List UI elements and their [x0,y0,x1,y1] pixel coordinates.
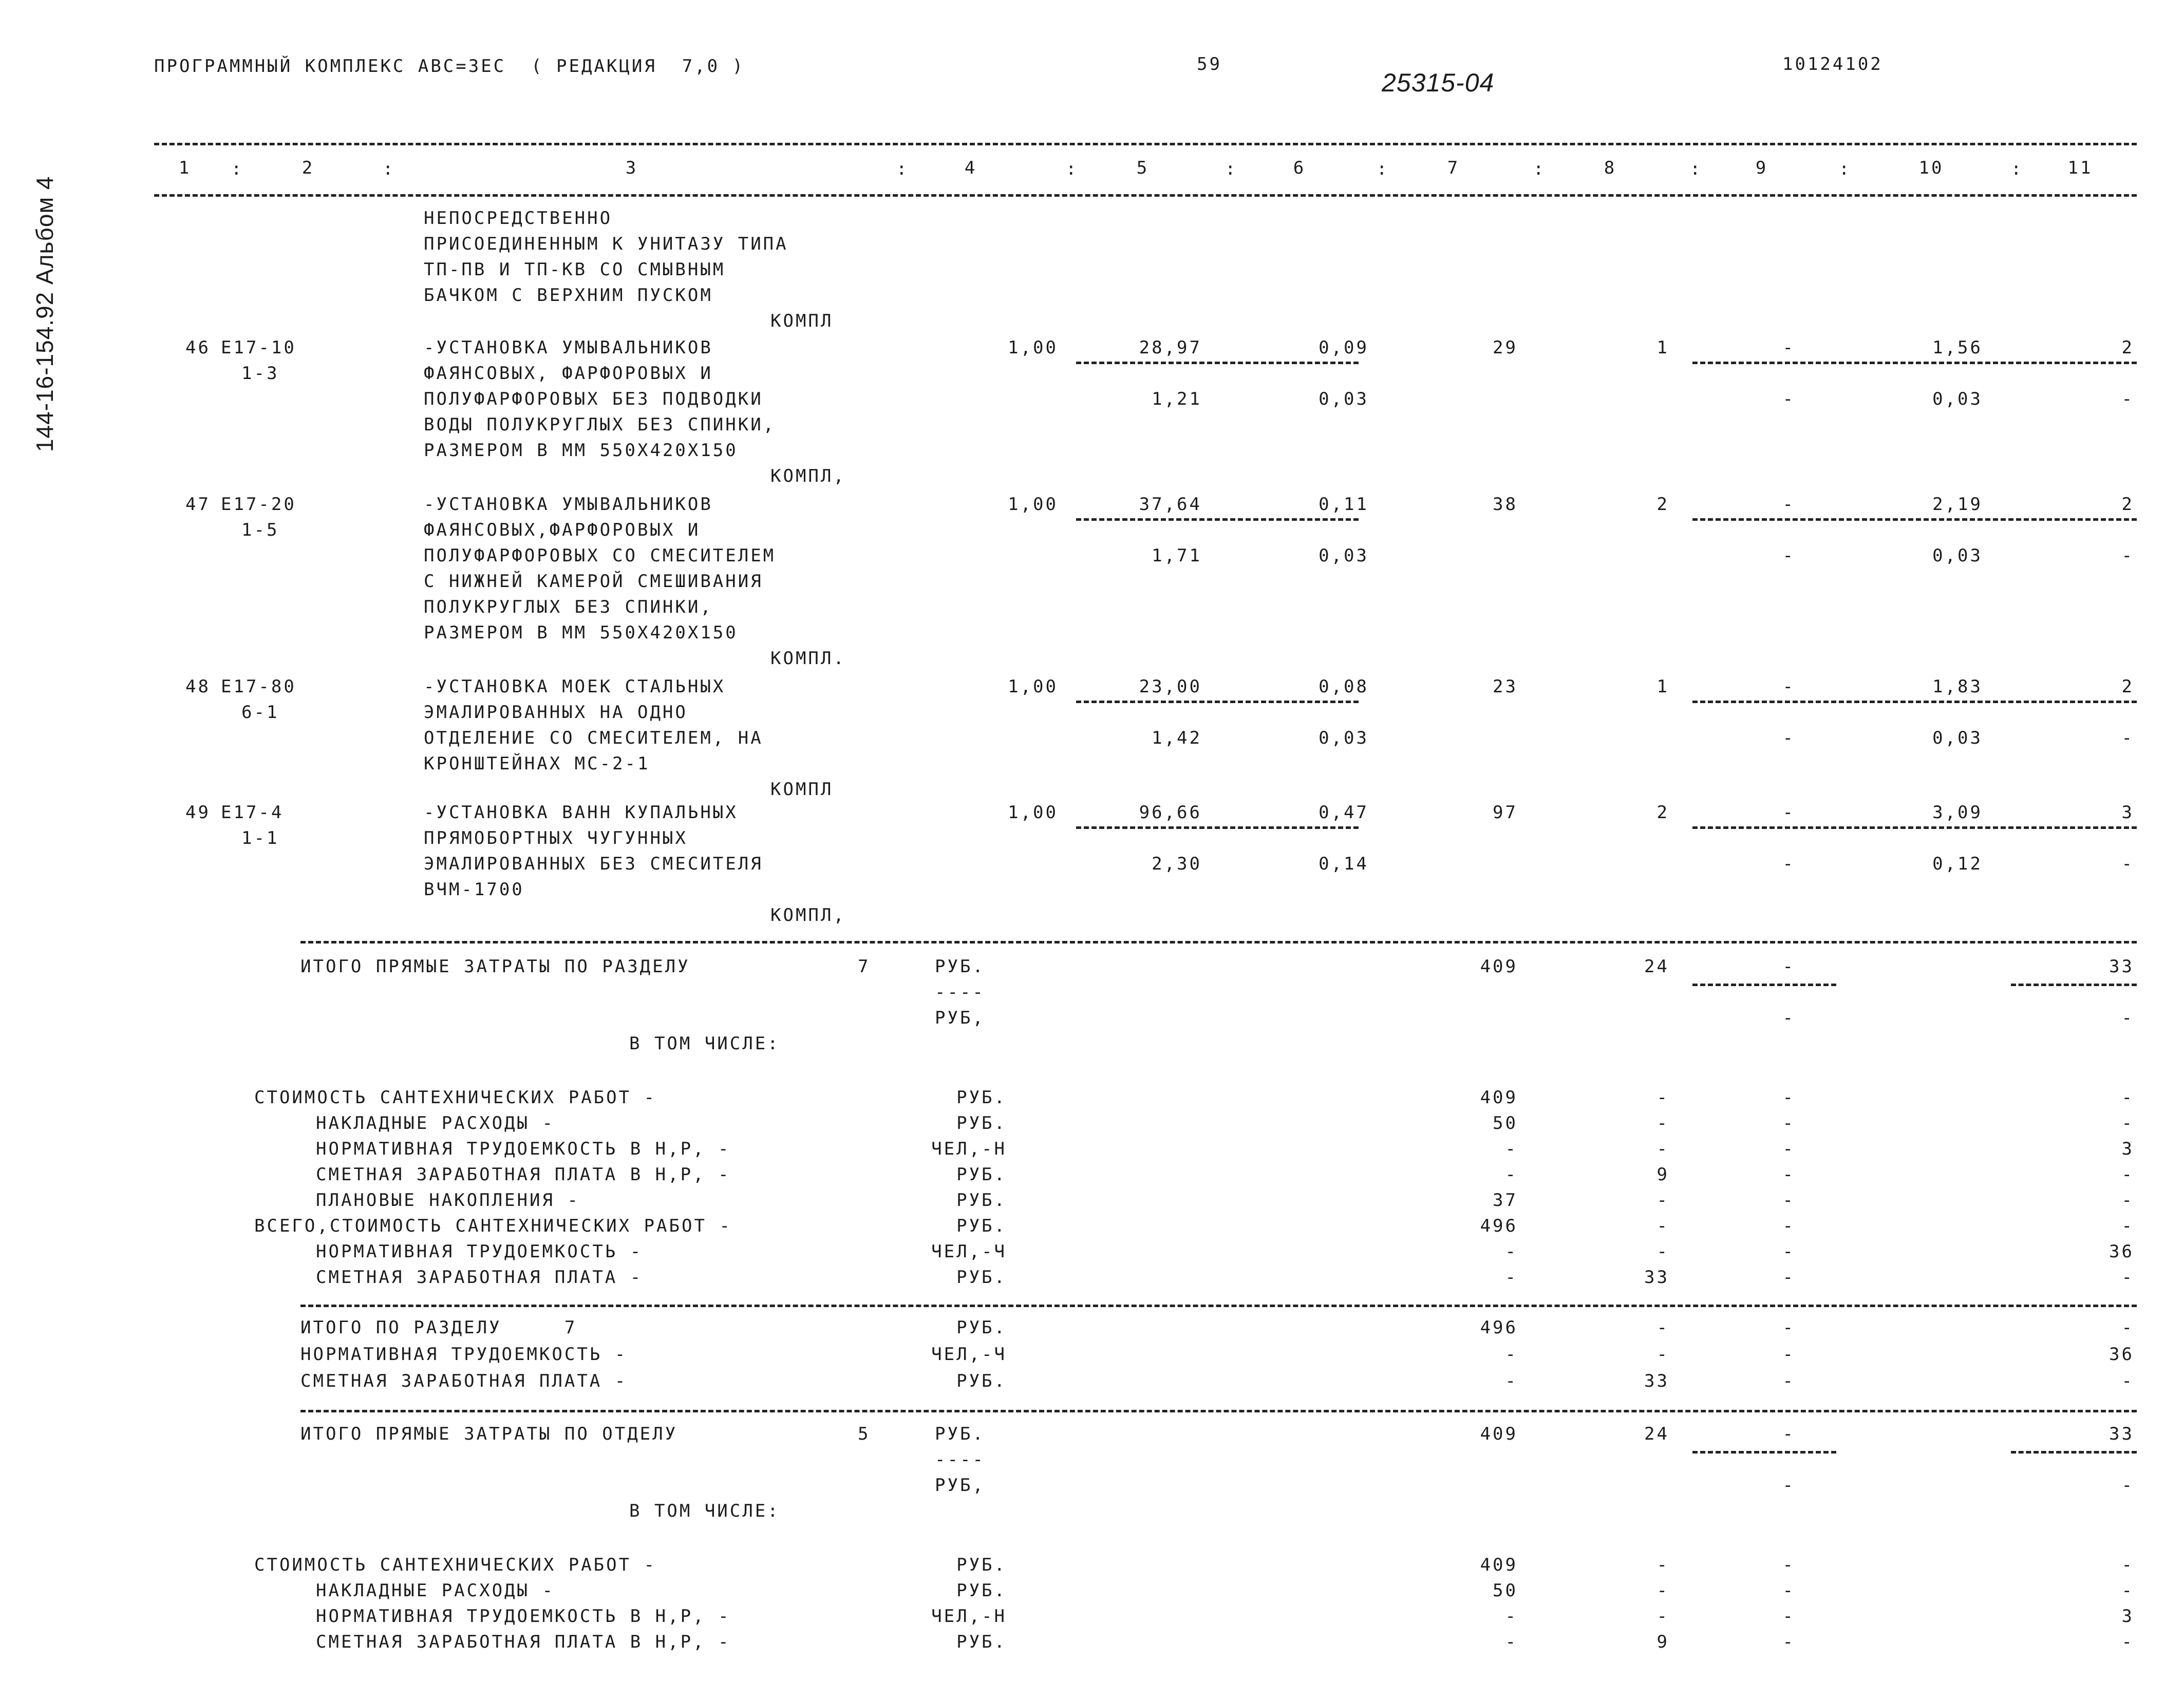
total-cost: 409 [1480,1087,1518,1108]
unit-label: РУБ. [935,956,985,977]
labor-total: - [2121,1317,2134,1338]
item-description-line: НЕПОСРЕДСТВЕННО [424,208,613,229]
total-cost: 496 [1480,1317,1518,1338]
total-wages: 24 [1644,956,1669,977]
unit-cost-machines: 1,71 [1152,545,1202,566]
breakdown-label: СМЕТНАЯ ЗАРАБОТНАЯ ПЛАТА - [316,1267,643,1288]
section-total-label: ИТОГО ПРЯМЫЕ ЗАТРАТЫ ПО РАЗДЕЛУ [300,956,690,977]
item-subcode: 1-3 [241,363,279,384]
column-separator: : [1533,159,1546,179]
total-cost: 29 [1493,337,1518,358]
section-rule-1 [300,941,2137,943]
total-wages: - [1656,1344,1669,1365]
item-number: 48 [185,676,211,697]
cell-divider [2011,1451,2137,1453]
column-header-3: 3 [625,158,638,178]
column-separator: : [1839,159,1852,179]
total-cost: - [1505,1606,1518,1627]
labor-total: 33 [2109,956,2134,977]
column-separator: : [1377,159,1389,179]
labor-hours-machines: 0,03 [1932,545,1983,566]
total-cost: 496 [1480,1216,1518,1236]
labor-total: - [2121,1580,2134,1601]
column-header-9: 9 [1755,158,1768,178]
item-description-line: С НИЖНЕЙ КАМЕРОЙ СМЕШИВАНИЯ [424,571,763,592]
item-description-line: -УСТАНОВКА УМЫВАЛЬНИКОВ [424,494,713,515]
total-wages: 33 [1644,1267,1669,1288]
total-cost: - [1505,1371,1518,1391]
item-unit: КОМПЛ, [770,466,846,486]
item-subcode: 1-5 [241,520,279,540]
item-description-line: ПОЛУФАРФОРОВЫХ БЕЗ ПОДВОДКИ [424,389,763,409]
quantity: 1,00 [1008,494,1058,515]
machine-wages: - [1782,854,1795,874]
unit-label: РУБ. [956,1087,1007,1108]
machine-wages: - [1782,389,1795,409]
labor-total: - [2121,1087,2134,1108]
labor-total: 3 [2121,1606,2134,1627]
total-cost: - [1505,1344,1518,1365]
machine-cost: - [1782,956,1795,977]
machine-wages: - [1782,1475,1795,1496]
unit-label: ЧЕЛ,-Н [931,1606,1007,1627]
header-top-rule [154,143,2137,145]
total-wages: - [1656,1555,1669,1575]
total-wages: 33 [1644,1371,1669,1391]
item-description-line: ЭМАЛИРОВАННЫХ НА ОДНО [424,702,688,723]
total-wages: - [1656,1139,1669,1159]
unit-label: РУБ. [956,1555,1007,1575]
cell-divider [1692,984,1836,986]
labor-hours: 3,09 [1932,802,1983,823]
machine-wages: - [1782,1008,1795,1028]
labor-total: - [2121,1164,2134,1185]
unit-cost: 37,64 [1139,494,1202,515]
total-wages: 1 [1656,676,1669,697]
item-subcode: 6-1 [241,702,279,723]
unit-label: РУБ. [956,1317,1007,1338]
machine-cost: - [1782,1139,1795,1159]
unit-label: ЧЕЛ,-Ч [931,1241,1007,1262]
section-number: 7 [858,956,871,977]
labor-hours: 1,83 [1932,676,1983,697]
labor-total: - [2121,1190,2134,1211]
unit-label: ЧЕЛ,-Ч [931,1344,1007,1365]
column-separator: : [383,159,396,179]
header-bottom-rule [154,194,2137,197]
total-cost: - [1505,1241,1518,1262]
machine-cost: - [1782,1113,1795,1134]
quantity: 1,00 [1008,802,1058,823]
item-code: Е17-4 [221,802,284,823]
quantity: 1,00 [1008,337,1058,358]
unit-label: РУБ. [935,1424,985,1444]
labor-total: 3 [2121,1139,2134,1159]
column-separator: : [1225,159,1238,179]
unit-label: РУБ. [956,1216,1007,1236]
item-number: 49 [185,802,211,823]
item-unit: КОМПЛ. [770,648,846,669]
labor-total: 2 [2121,337,2134,358]
machine-cost: - [1782,676,1795,697]
labor-total-machines: - [2121,854,2134,874]
column-header-1: 1 [178,158,192,178]
item-description-line: ПРИСОЕДИНЕННЫМ К УНИТАЗУ ТИПА [424,234,788,254]
labor-total: 2 [2121,494,2134,515]
breakdown-label: НАКЛАДНЫЕ РАСХОДЫ - [316,1113,555,1134]
machine-cost: - [1782,1606,1795,1627]
total-wages: 2 [1656,802,1669,823]
breakdown-label: СТОИМОСТЬ САНТЕХНИЧЕСКИХ РАБОТ - [254,1555,657,1575]
total-wages: - [1656,1087,1669,1108]
unit-cost: 96,66 [1139,802,1202,823]
column-header-2: 2 [302,158,315,178]
item-description-line: ПРЯМОБОРТНЫХ ЧУГУННЫХ [424,828,688,848]
unit-cost-machine-wages: 0,03 [1319,389,1369,409]
cell-divider [1076,826,1359,829]
unit-label: ЧЕЛ,-Н [931,1139,1007,1159]
total-cost: - [1505,1632,1518,1652]
total-cost: 409 [1480,1424,1518,1444]
item-code: Е17-20 [221,494,296,515]
total-wages: 2 [1656,494,1669,515]
cell-divider [1692,518,2137,521]
total-cost: 38 [1493,494,1518,515]
machine-cost: - [1782,1580,1795,1601]
unit-label: РУБ. [956,1580,1007,1601]
cell-divider [1692,362,2137,364]
item-number: 47 [185,494,211,515]
page-number: 59 [1197,54,1222,74]
total-wages: - [1656,1216,1669,1236]
labor-total: - [2121,1632,2134,1652]
breakdown-label: ВСЕГО,СТОИМОСТЬ САНТЕХНИЧЕСКИХ РАБОТ - [254,1216,732,1236]
item-description-line: -УСТАНОВКА УМЫВАЛЬНИКОВ [424,337,713,358]
total-cost: 97 [1493,802,1518,823]
album-side-label: 144-16-154.92 Альбом 4 [31,176,58,452]
labor-total-machines: - [2121,1008,2134,1028]
item-description-line: ФАЯНСОВЫХ,ФАРФОРОВЫХ И [424,520,701,540]
including-heading: В ТОМ ЧИСЛЕ: [629,1501,780,1521]
unit-dash: ---- [935,982,985,1003]
machine-cost: - [1782,1371,1795,1391]
column-header-7: 7 [1447,158,1460,178]
total-wages: 1 [1656,337,1669,358]
labor-total: - [2121,1267,2134,1288]
item-unit: КОМПЛ [770,311,834,331]
item-description-line: РАЗМЕРОМ В ММ 550Х420Х150 [424,440,738,461]
unit-label: РУБ. [956,1113,1007,1134]
labor-total: - [2121,1555,2134,1575]
item-number: 46 [185,337,211,358]
machine-cost: - [1782,1164,1795,1185]
labor-total: 33 [2109,1424,2134,1444]
labor-hours: 1,56 [1932,337,1983,358]
breakdown-label: СМЕТНАЯ ЗАРАБОТНАЯ ПЛАТА В Н,Р, - [316,1164,731,1185]
total-wages: - [1656,1580,1669,1601]
labor-total: 36 [2109,1241,2134,1262]
unit-label: РУБ. [956,1371,1007,1391]
unit-cost-machine-wages: 0,03 [1319,728,1369,748]
item-description-line: ВОДЫ ПОЛУКРУГЛЫХ БЕЗ СПИНКИ, [424,414,776,435]
document-code: 10124102 [1782,54,1883,74]
breakdown-label: ПЛАНОВЫЕ НАКОПЛЕНИЯ - [316,1190,580,1211]
unit-label: РУБ. [956,1164,1007,1185]
unit-label: РУБ, [935,1475,985,1496]
machine-cost: - [1782,1555,1795,1575]
unit-cost-wages: 0,47 [1319,802,1369,823]
total-wages: 24 [1644,1424,1669,1444]
unit-cost: 28,97 [1139,337,1202,358]
program-title: ПРОГРАММНЫЙ КОМПЛЕКС АВС=3ЕС ( РЕДАКЦИЯ 7,0 ) [154,56,745,77]
total-wages: - [1656,1606,1669,1627]
total-wages: - [1656,1113,1669,1134]
cell-divider [1076,518,1359,521]
section-rule-3 [300,1410,2137,1412]
item-description-line: ФАЯНСОВЫХ, ФАРФОРОВЫХ И [424,363,713,384]
labor-total-machines: - [2121,545,2134,566]
unit-cost: 23,00 [1139,676,1202,697]
section-total-label: ИТОГО ПО РАЗДЕЛУ 7 [300,1317,577,1338]
item-description-line: РАЗМЕРОМ В ММ 550Х420Х150 [424,622,738,643]
total-cost: 37 [1493,1190,1518,1211]
item-subcode: 1-1 [241,828,279,848]
cell-divider [1692,701,2137,703]
unit-dash: ---- [935,1449,985,1470]
unit-cost-machine-wages: 0,03 [1319,545,1369,566]
column-separator: : [896,159,909,179]
item-unit: КОМПЛ, [770,905,846,926]
machine-cost: - [1782,1267,1795,1288]
labor-total-machines: - [2121,728,2134,748]
unit-cost-machines: 1,21 [1152,389,1202,409]
labor-hours-machines: 0,12 [1932,854,1983,874]
machine-cost: - [1782,1241,1795,1262]
labor-total-machines: - [2121,389,2134,409]
section-total-label: НОРМАТИВНАЯ ТРУДОЕМКОСТЬ - [300,1344,628,1365]
cell-divider [1076,701,1359,703]
column-header-5: 5 [1136,158,1150,178]
total-cost: 409 [1480,956,1518,977]
unit-label: РУБ. [956,1190,1007,1211]
machine-cost: - [1782,1424,1795,1444]
total-cost: - [1505,1164,1518,1185]
unit-label: РУБ. [956,1632,1007,1652]
machine-cost: - [1782,1190,1795,1211]
unit-label: РУБ, [935,1008,985,1028]
total-wages: - [1656,1190,1669,1211]
cell-divider [2011,984,2137,986]
labor-hours-machines: 0,03 [1932,389,1983,409]
including-heading: В ТОМ ЧИСЛЕ: [629,1033,780,1054]
total-wages: 9 [1656,1632,1669,1652]
column-header-6: 6 [1293,158,1306,178]
machine-cost: - [1782,1344,1795,1365]
column-header-4: 4 [964,158,977,178]
total-cost: 23 [1493,676,1518,697]
item-description-line: ВЧМ-1700 [424,879,524,900]
labor-total: 3 [2121,802,2134,823]
machine-cost: - [1782,337,1795,358]
total-wages: - [1656,1241,1669,1262]
machine-cost: - [1782,494,1795,515]
labor-total: 36 [2109,1344,2134,1365]
cell-divider [1076,362,1359,364]
machine-cost: - [1782,1632,1795,1652]
section-rule-2 [300,1305,2137,1307]
breakdown-label: СМЕТНАЯ ЗАРАБОТНАЯ ПЛАТА В Н,Р, - [316,1632,731,1652]
labor-hours: 2,19 [1932,494,1983,515]
unit-cost-wages: 0,09 [1319,337,1369,358]
breakdown-label: НОРМАТИВНАЯ ТРУДОЕМКОСТЬ В Н,Р, - [316,1606,731,1627]
unit-cost-wages: 0,08 [1319,676,1369,697]
machine-cost: - [1782,802,1795,823]
total-cost: - [1505,1267,1518,1288]
machine-wages: - [1782,728,1795,748]
total-cost: 50 [1493,1580,1518,1601]
column-separator: : [1066,159,1079,179]
item-code: Е17-80 [221,676,296,697]
item-description-line: -УСТАНОВКА МОЕК СТАЛЬНЫХ [424,676,726,697]
handwritten-doc-number: 25315-04 [1382,68,1495,97]
unit-label: РУБ. [956,1267,1007,1288]
breakdown-label: НАКЛАДНЫЕ РАСХОДЫ - [316,1580,555,1601]
item-description-line: ПОЛУФАРФОРОВЫХ СО СМЕСИТЕЛЕМ [424,545,776,566]
total-wages: 9 [1656,1164,1669,1185]
total-wages: - [1656,1317,1669,1338]
column-separator: : [231,159,244,179]
labor-total: - [2121,1371,2134,1391]
section-total-label: СМЕТНАЯ ЗАРАБОТНАЯ ПЛАТА - [300,1371,628,1391]
item-description-line: ЭМАЛИРОВАННЫХ БЕЗ СМЕСИТЕЛЯ [424,854,763,874]
labor-total: 2 [2121,676,2134,697]
item-description-line: ТП-ПВ И ТП-КВ СО СМЫВНЫМ [424,259,726,280]
column-header-10: 10 [1918,158,1944,178]
item-code: Е17-10 [221,337,296,358]
unit-cost-machine-wages: 0,14 [1319,854,1369,874]
item-description-line: ОТДЕЛЕНИЕ СО СМЕСИТЕЛЕМ, НА [424,728,763,748]
labor-total: - [2121,1113,2134,1134]
machine-cost: - [1782,1317,1795,1338]
quantity: 1,00 [1008,676,1058,697]
unit-cost-wages: 0,11 [1319,494,1369,515]
labor-total: - [2121,1216,2134,1236]
item-description-line: -УСТАНОВКА ВАНН КУПАЛЬНЫХ [424,802,738,823]
cell-divider [1692,826,2137,829]
column-header-8: 8 [1604,158,1617,178]
breakdown-label: НОРМАТИВНАЯ ТРУДОЕМКОСТЬ В Н,Р, - [316,1139,731,1159]
section-total-label: ИТОГО ПРЯМЫЕ ЗАТРАТЫ ПО ОТДЕЛУ [300,1424,678,1444]
total-cost: 409 [1480,1555,1518,1575]
column-separator: : [1690,159,1703,179]
cell-divider [1692,1451,1836,1453]
breakdown-label: НОРМАТИВНАЯ ТРУДОЕМКОСТЬ - [316,1241,643,1262]
total-cost: - [1505,1139,1518,1159]
machine-wages: - [1782,545,1795,566]
item-unit: КОМПЛ [770,779,834,800]
total-cost: 50 [1493,1113,1518,1134]
labor-total-machines: - [2121,1475,2134,1496]
column-separator: : [2011,159,2024,179]
item-description-line: КРОНШТЕЙНАХ МС-2-1 [424,753,650,774]
machine-cost: - [1782,1216,1795,1236]
unit-cost-machines: 1,42 [1152,728,1202,748]
machine-cost: - [1782,1087,1795,1108]
breakdown-label: СТОИМОСТЬ САНТЕХНИЧЕСКИХ РАБОТ - [254,1087,657,1108]
labor-hours-machines: 0,03 [1932,728,1983,748]
item-description-line: ПОЛУКРУГЛЫХ БЕЗ СПИНКИ, [424,597,713,617]
item-description-line: БАЧКОМ С ВЕРХНИМ ПУСКОМ [424,285,713,306]
column-header-11: 11 [2067,158,2093,178]
unit-cost-machines: 2,30 [1152,854,1202,874]
section-number: 5 [858,1424,871,1444]
